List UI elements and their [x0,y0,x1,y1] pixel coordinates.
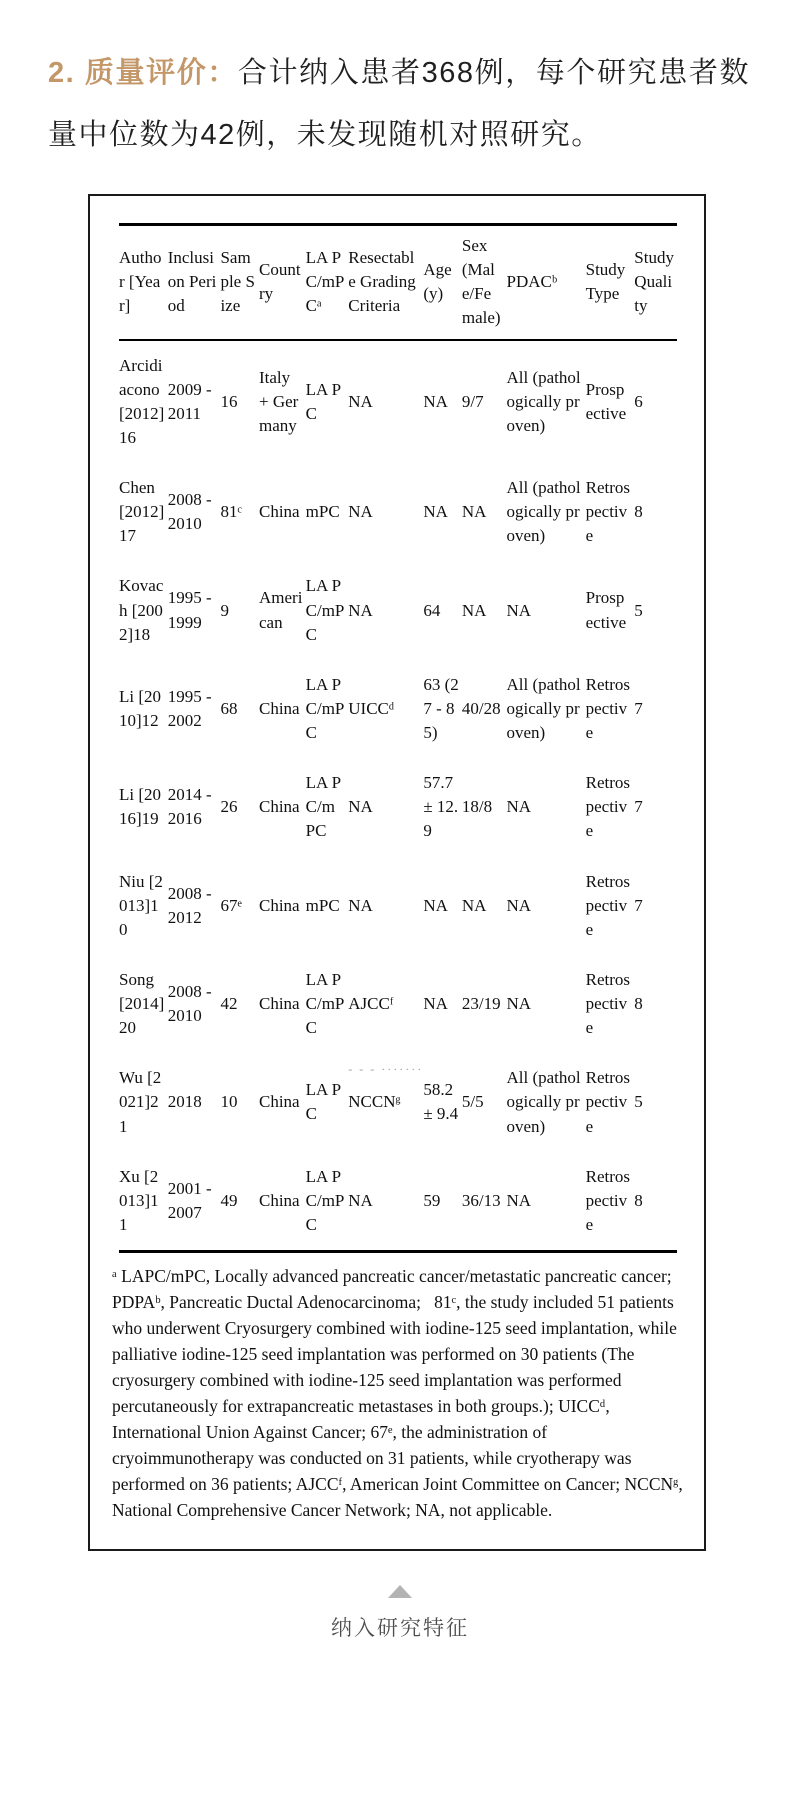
table-cell: 8 [634,994,643,1013]
table-cell: 7 [634,797,643,817]
table-cell: 8 [634,1190,643,1210]
header-cell: Study Quality [634,225,677,340]
table-cell: 5/5 [461,1092,484,1112]
table-cell: 7 [634,698,643,718]
table-cell: NA [423,502,448,522]
collapse-arrow-icon[interactable] [388,1585,412,1598]
table-row [119,758,677,856]
table-cell: NA [506,797,532,817]
table-cell: 68 [220,698,238,718]
table-cell: LA PC [305,1080,342,1124]
table-cell: 9 [220,600,229,620]
table-cell: 64 [423,600,441,620]
table-cell: 67ᵉ [220,895,242,915]
header-cell: PDACᵇ [506,225,585,340]
table-cell: NA [348,895,373,915]
table-cell: 9/7 [461,391,484,411]
table-cell: China [258,895,300,915]
header-cell: Inclusion Period [168,225,221,340]
section-heading-text: 合计纳入患者368例，每个研究患者数量中位数为42例，未发现随机对照研究。 [48,57,750,151]
table-cell: Arcidiacono [2012]16 [119,355,165,447]
table-cell: Kovach [2002]18 [119,576,164,644]
table-cell: China [258,1092,300,1112]
table-cell: mPC [305,502,340,522]
table-cell: Wu [2021]21 [119,1068,162,1136]
table-row [119,955,677,1053]
table-cell: 2018 [167,1092,202,1112]
table-cell: 6 [634,391,643,411]
table-cell: China [258,502,300,522]
table-cell: LA PC [305,379,342,423]
table-cell: China [258,1190,300,1210]
table-cell: NA [423,391,448,411]
header-cell: Sex (Male/Female) [462,225,507,340]
table-cell: NA [506,1190,532,1210]
table-cell: Li [2016]19 [119,785,162,829]
table-cell: NA [461,600,487,620]
table-cell: Niu [2013]10 [119,871,163,939]
table-cell: 5 [634,1092,643,1112]
table-cell: 18/8 [461,797,493,817]
header-cell: Sample Size [220,225,259,340]
collapse-section-toggle[interactable] [0,1585,800,1642]
table-cell: 63 (27 - 85) [423,674,459,742]
header-cell: Country [259,225,306,340]
header-cell: Study Type [586,225,635,340]
table-cell: 2008 - 2010 [167,490,212,534]
table-cell: 40/28 [461,698,501,718]
table-cell: 8 [634,502,643,522]
table-cell: Xu [2013]11 [119,1166,159,1234]
table-cell: NA [506,895,532,915]
table-cell: 42 [220,994,238,1013]
table-cell: Retrospective [585,773,630,841]
table-cell: 2001 - 2007 [167,1178,212,1222]
table-cell: All (pathologically proven) [506,367,581,435]
table-cell: 23/19 [461,994,501,1013]
table-cell: Song [2014]20 [119,969,165,1038]
table-cell: LA PC/mPC [305,1166,345,1234]
table-cell: NA [423,895,448,915]
table-cell: Li [2010]12 [119,686,162,730]
table-cell: NA [461,895,487,915]
table-cell: LA PC/mPC [305,674,345,742]
table-cell: NA [348,797,373,817]
table-cell: 16 [220,391,238,411]
table-cell: NA [461,502,487,522]
table-row [119,1152,677,1252]
table-cell: 81ᶜ [220,502,242,522]
table-cell: LA PC/mPC [305,969,345,1038]
header-cell: Author [Year] [119,225,168,340]
table-cell: 2008 - 2010 [167,981,212,1026]
table-cell: All (pathologically proven) [506,674,581,742]
table-cell: Retrospective [585,969,630,1038]
table-footnote: ᵃ LAPC/mPC, Locally advanced pancreatic cancer/metastatic pancreatic cancer; PDPAᵇ, Pancreatic Ductal Adenocarcinoma; 81ᶜ, the study included 51 patients who underwent Cryosurgery combined with iodine-125 seed implantation, while palliative iodine-125 seed implantation was performed on 30 patients (The cryosurgery combined with iodine-125 seed implantation was performed percutaneously for extrapancreatic metastases in both groups.); UICCᵈ, International Union Against Cancer; 67ᵉ, the administration of cryoimmunotherapy was conducted on 31 patients, while cryotherapy was performed on 36 patients; AJCCᶠ, American Joint Committee on Cancer; NCCNᵍ, National Comprehensive Cancer Network; NA, not applicable. [112,1266,683,1520]
table-row [119,463,677,561]
studies-table [119,223,677,1253]
table-cell: China [258,797,300,817]
table-cell: NA [348,1190,373,1210]
table-cell: NA [506,994,532,1013]
table-cell: 2014 - 2016 [167,785,212,829]
table-cell: 59 [423,1190,441,1210]
table-row [119,660,677,758]
table-cell: 36/13 [461,1190,501,1210]
table-cell: LA PC/m PC [305,773,342,841]
table-cell: 1995 - 1999 [167,588,212,632]
table-cell: 26 [220,797,238,817]
table-cell: Italy + Germany [258,367,299,435]
table-cell: China [258,698,300,718]
table-cell: 2008 - 2012 [167,883,212,927]
table-cell: Prospective [585,379,627,423]
table-cell: NA [348,502,373,522]
table-cell: Retrospective [585,478,630,546]
table-cell: UICCᵈ [348,698,395,718]
table-cell: NA [506,600,532,620]
table-cell: Retrospective [585,1166,630,1234]
table-cell: AJCCᶠ [348,994,394,1013]
table-cell: Chen [2012]17 [119,478,165,546]
table-cell: Retrospective [585,1068,630,1136]
table-cell: 49 [220,1190,238,1210]
table-cell: 10 [220,1092,238,1112]
table-row [119,1053,677,1151]
table-cell: 58.2± 9.4 [423,1080,459,1124]
table-cell: Retrospective [585,674,630,742]
table-figure-frame [88,194,706,1551]
table-cell: 57.7± 12.9 [423,773,459,841]
scan-artifact-dots: - - - ······· [348,1062,424,1077]
table-row [119,857,677,955]
table-cell: - - - ······· NCCNᵍ [348,1062,424,1112]
table-cell: Prospective [585,588,627,632]
table-body [119,340,677,1252]
table-cell: NA [348,391,373,411]
table-cell: 7 [634,895,643,915]
table-row [119,340,677,464]
table-cell: NA [423,994,448,1013]
section-heading-number: 2. 质量评价： [48,57,238,89]
table-cell: NA [348,600,373,620]
section-heading [0,0,800,166]
collapse-caption[interactable]: 纳入研究特征 [331,1617,469,1640]
table-row [119,561,677,659]
table-header-row [119,225,677,340]
table-cell: All (pathologically proven) [506,478,581,546]
table-cell: China [258,994,300,1013]
table-header [119,225,677,340]
table-cell: mPC [305,895,340,915]
header-cell: Resectable Grading Criteria [348,225,423,340]
table-cell: All (pathologically proven) [506,1068,581,1136]
table-cell: American [258,588,303,632]
table-cell: 2009 - 2011 [167,379,212,423]
table-cell: LA PC/mPC [305,576,345,644]
header-cell: LA PC/mPCᵃ [306,225,349,340]
table-cell: Retrospective [585,871,630,939]
table-cell: 5 [634,600,643,620]
header-cell: Age (y) [423,225,462,340]
table-cell: 1995 - 2002 [167,686,212,730]
